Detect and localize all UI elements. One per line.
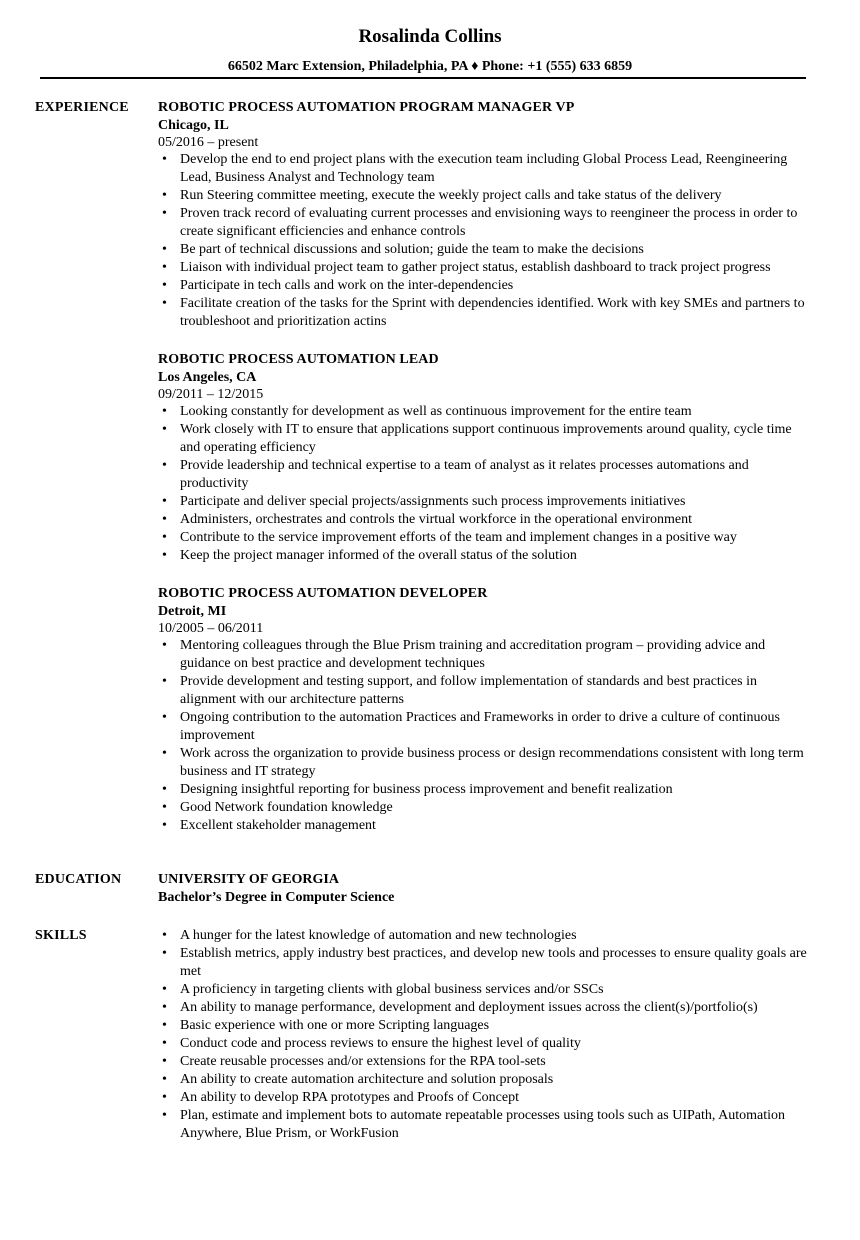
education-school: UNIVERSITY OF GEORGIA	[158, 872, 339, 887]
bullet-dot: •	[162, 1108, 167, 1123]
skill-item	[162, 1035, 815, 1053]
job-location: Los Angeles, CA	[158, 370, 257, 385]
skill-item	[162, 927, 815, 945]
bullet-text: Ongoing contribution to the automation Practices and Frameworks in order to drive a culture of continuous improvement	[180, 710, 780, 743]
bullet-dot: •	[162, 1072, 167, 1087]
bullet-dot: •	[162, 818, 167, 833]
bullet-dot: •	[162, 188, 167, 203]
job-dates: 09/2011 – 12/2015	[158, 387, 264, 402]
bullet-dot: •	[162, 710, 167, 725]
bullet-dot: •	[162, 422, 167, 437]
bullet-item	[162, 421, 815, 457]
bullet-dot: •	[162, 928, 167, 943]
bullet-dot: •	[162, 782, 167, 797]
bullet-text: Liaison with individual project team to gather project status, establish dashboard to track project progress	[180, 260, 771, 275]
skill-item	[162, 981, 815, 999]
bullet-dot: •	[162, 1036, 167, 1051]
bullet-dot: •	[162, 982, 167, 997]
bullet-dot: •	[162, 638, 167, 653]
bullet-text: Participate in tech calls and work on the inter-dependencies	[180, 278, 514, 293]
bullet-item	[162, 529, 815, 547]
skills-bullets	[158, 927, 815, 1143]
skill-text: An ability to develop RPA prototypes and Proofs of Concept	[180, 1090, 519, 1105]
education-degree: Bachelor’s Degree in Computer Science	[158, 890, 395, 905]
job-entry	[158, 585, 815, 835]
job-dates: 10/2005 – 06/2011	[158, 621, 264, 636]
job-title: ROBOTIC PROCESS AUTOMATION PROGRAM MANAGER VP	[158, 100, 575, 115]
bullet-item	[162, 637, 815, 673]
skill-text: Create reusable processes and/or extensions for the RPA tool-sets	[180, 1054, 546, 1069]
bullet-item	[162, 673, 815, 709]
bullet-item	[162, 457, 815, 493]
skill-text: Conduct code and process reviews to ensure the highest level of quality	[180, 1036, 581, 1051]
job-bullets	[158, 637, 815, 835]
bullet-dot: •	[162, 1018, 167, 1033]
bullet-text: Looking constantly for development as well as continuous improvement for the entire team	[180, 404, 692, 419]
bullet-dot: •	[162, 206, 167, 221]
skill-item	[162, 1089, 815, 1107]
header-divider	[40, 77, 806, 79]
bullet-text: Be part of technical discussions and solution; guide the team to make the decisions	[180, 242, 644, 257]
bullet-dot: •	[162, 512, 167, 527]
bullet-dot: •	[162, 746, 167, 761]
experience-list	[158, 99, 815, 855]
job-bullets	[158, 151, 815, 331]
skill-item	[162, 999, 815, 1017]
bullet-text: Participate and deliver special projects/assignments such process improvements initiatives	[180, 494, 686, 509]
job-location: Detroit, MI	[158, 604, 227, 619]
skill-item	[162, 1053, 815, 1071]
bullet-dot: •	[162, 152, 167, 167]
bullet-dot: •	[162, 530, 167, 545]
skill-text: A hunger for the latest knowledge of automation and new technologies	[180, 928, 577, 943]
bullet-item	[162, 295, 815, 331]
bullet-dot: •	[162, 1090, 167, 1105]
contact-line: 66502 Marc Extension, Philadelphia, PA ♦ Phone: +1 (555) 633 6859	[227, 59, 633, 74]
skill-text: A proficiency in targeting clients with global business services and/or SSCs	[180, 982, 604, 997]
job-entry	[158, 351, 815, 565]
skill-item	[162, 1107, 815, 1143]
bullet-text: Run Steering committee meeting, execute the weekly project calls and take status of the delivery	[180, 188, 722, 203]
bullet-item	[162, 709, 815, 745]
skill-item	[162, 1071, 815, 1089]
skill-text: An ability to manage performance, development and deployment issues across the client(s)/portfolio(s)	[180, 1000, 758, 1015]
bullet-dot: •	[162, 800, 167, 815]
bullet-item	[162, 511, 815, 529]
bullet-dot: •	[162, 404, 167, 419]
bullet-item	[162, 277, 815, 295]
bullet-item	[162, 241, 815, 259]
bullet-text: Mentoring colleagues through the Blue Prism training and accreditation program – providing advice and guidance on best practice and development techniques	[180, 638, 766, 671]
bullet-text: Administers, orchestrates and controls the virtual workforce in the operational environment	[180, 512, 693, 527]
bullet-text: Develop the end to end project plans with the execution team including Global Process Lead, Reengineering Lead, Business Analyst and Technology team	[180, 152, 788, 185]
job-title: ROBOTIC PROCESS AUTOMATION DEVELOPER	[158, 586, 488, 601]
skill-item	[162, 1017, 815, 1035]
bullet-dot: •	[162, 296, 167, 311]
bullet-text: Provide leadership and technical expertise to a team of analyst as it relates processes automations and productivity	[180, 458, 749, 491]
bullet-text: Excellent stakeholder management	[180, 818, 376, 833]
bullet-item	[162, 151, 815, 187]
bullet-text: Provide development and testing support, and follow implementation of standards and best practices in alignment with our architecture patterns	[180, 674, 757, 707]
skill-text: Plan, estimate and implement bots to automate repeatable processes using tools such as UIPath, Automation Anywhere, Blue Prism, or WorkFusion	[180, 1108, 785, 1141]
bullet-dot: •	[162, 242, 167, 257]
bullet-text: Work closely with IT to ensure that applications support continuous improvements around quality, cycle time and operating efficiency	[180, 422, 792, 455]
bullet-text: Designing insightful reporting for business process improvement and benefit realization	[180, 782, 673, 797]
bullet-item	[162, 799, 815, 817]
bullet-text: Work across the organization to provide business process or design recommendations consistent with long term business and IT strategy	[180, 746, 804, 779]
skill-text: Basic experience with one or more Scripting languages	[180, 1018, 490, 1033]
bullet-dot: •	[162, 548, 167, 563]
skill-item	[162, 945, 815, 981]
bullet-dot: •	[162, 260, 167, 275]
bullet-dot: •	[162, 278, 167, 293]
bullet-dot: •	[162, 674, 167, 689]
bullet-item	[162, 817, 815, 835]
bullet-text: Contribute to the service improvement efforts of the team and implement changes in a positive way	[180, 530, 737, 545]
job-dates: 05/2016 – present	[158, 135, 259, 150]
section-label-experience: EXPERIENCE	[35, 100, 129, 115]
bullet-item	[162, 547, 815, 565]
bullet-dot: •	[162, 1000, 167, 1015]
bullet-item	[162, 493, 815, 511]
job-entry	[158, 99, 815, 331]
bullet-dot: •	[162, 494, 167, 509]
bullet-item	[162, 403, 815, 421]
bullet-item	[162, 187, 815, 205]
skills-list	[158, 927, 815, 1143]
bullet-item	[162, 205, 815, 241]
bullet-item	[162, 781, 815, 799]
bullet-text: Keep the project manager informed of the overall status of the solution	[180, 548, 577, 563]
bullet-text: Facilitate creation of the tasks for the Sprint with dependencies identified. Work with key SMEs and partners to troubleshoot and prioritization actins	[180, 296, 805, 329]
bullet-text: Good Network foundation knowledge	[180, 800, 393, 815]
section-label-education: EDUCATION	[35, 872, 122, 887]
job-title: ROBOTIC PROCESS AUTOMATION LEAD	[158, 352, 439, 367]
bullet-dot: •	[162, 1054, 167, 1069]
job-location: Chicago, IL	[158, 118, 229, 133]
bullet-dot: •	[162, 458, 167, 473]
skill-text: An ability to create automation architecture and solution proposals	[180, 1072, 554, 1087]
section-label-skills: SKILLS	[35, 928, 87, 943]
education-entry	[158, 871, 815, 907]
bullet-dot: •	[162, 946, 167, 961]
job-bullets	[158, 403, 815, 565]
skill-text: Establish metrics, apply industry best practices, and develop new tools and processes to ensure quality goals are met	[180, 946, 807, 979]
bullet-item	[162, 259, 815, 277]
candidate-name: Rosalinda Collins	[358, 26, 502, 47]
bullet-item	[162, 745, 815, 781]
bullet-text: Proven track record of evaluating current processes and envisioning ways to reengineer the process in order to create significant efficiencies and enhance controls	[180, 206, 798, 239]
